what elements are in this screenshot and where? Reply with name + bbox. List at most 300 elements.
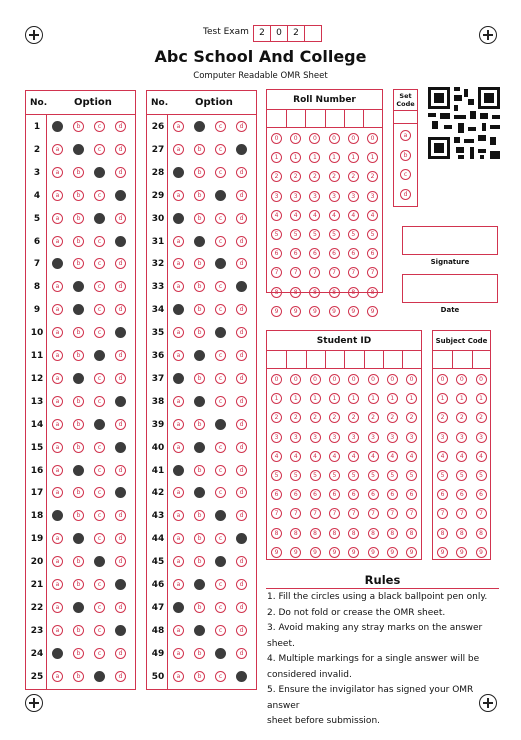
digit-bubble[interactable]: 1	[368, 393, 379, 404]
digit-bubble[interactable]: 4	[348, 451, 359, 462]
answer-bubble[interactable]: b	[194, 258, 205, 269]
answer-bubble[interactable]	[115, 396, 126, 407]
answer-bubble[interactable]	[194, 487, 205, 498]
answer-bubble[interactable]: c	[215, 396, 226, 407]
answer-bubble[interactable]	[52, 258, 63, 269]
answer-bubble[interactable]	[73, 144, 84, 155]
answer-bubble[interactable]: d	[115, 533, 126, 544]
answer-bubble[interactable]: c	[94, 487, 105, 498]
digit-bubble[interactable]: 5	[271, 229, 282, 240]
answer-bubble[interactable]	[173, 465, 184, 476]
answer-bubble[interactable]: a	[173, 144, 184, 155]
digit-bubble[interactable]: 8	[367, 287, 378, 298]
answer-bubble[interactable]: c	[215, 579, 226, 590]
digit-bubble[interactable]: 2	[456, 412, 467, 423]
digit-bubble[interactable]: 5	[329, 229, 340, 240]
answer-bubble[interactable]: d	[236, 190, 247, 201]
digit-bubble[interactable]: 4	[437, 451, 448, 462]
digit-bubble[interactable]: 5	[348, 470, 359, 481]
digit-bubble[interactable]: 3	[368, 432, 379, 443]
answer-bubble[interactable]: a	[173, 281, 184, 292]
answer-bubble[interactable]: a	[52, 190, 63, 201]
digit-bubble[interactable]: 1	[387, 393, 398, 404]
answer-bubble[interactable]: b	[73, 579, 84, 590]
digit-bubble[interactable]: 7	[368, 508, 379, 519]
digit-bubble[interactable]: 9	[456, 547, 467, 558]
digit-bubble[interactable]: 9	[329, 547, 340, 558]
answer-bubble[interactable]	[115, 579, 126, 590]
answer-bubble[interactable]: d	[115, 602, 126, 613]
answer-bubble[interactable]: a	[173, 327, 184, 338]
digit-bubble[interactable]: 4	[271, 451, 282, 462]
answer-bubble[interactable]: d	[236, 350, 247, 361]
answer-bubble[interactable]: c	[215, 533, 226, 544]
digit-bubble[interactable]: 0	[329, 133, 340, 144]
set-code-bubble[interactable]: d	[400, 189, 411, 200]
answer-bubble[interactable]: c	[215, 350, 226, 361]
digit-bubble[interactable]: 2	[290, 171, 301, 182]
digit-bubble[interactable]: 4	[329, 451, 340, 462]
digit-bubble[interactable]: 4	[367, 210, 378, 221]
digit-bubble[interactable]: 4	[406, 451, 417, 462]
answer-bubble[interactable]: d	[236, 487, 247, 498]
digit-bubble[interactable]: 9	[329, 306, 340, 317]
answer-bubble[interactable]: a	[52, 533, 63, 544]
answer-bubble[interactable]	[173, 167, 184, 178]
answer-bubble[interactable]: c	[94, 533, 105, 544]
digit-bubble[interactable]: 2	[387, 412, 398, 423]
answer-bubble[interactable]: d	[115, 213, 126, 224]
answer-bubble[interactable]: b	[194, 304, 205, 315]
answer-bubble[interactable]: d	[236, 579, 247, 590]
answer-bubble[interactable]: c	[215, 671, 226, 682]
digit-bubble[interactable]: 6	[271, 248, 282, 259]
digit-bubble[interactable]: 3	[271, 191, 282, 202]
digit-bubble[interactable]: 1	[348, 393, 359, 404]
answer-bubble[interactable]: b	[194, 144, 205, 155]
answer-bubble[interactable]	[115, 625, 126, 636]
answer-bubble[interactable]	[73, 373, 84, 384]
answer-bubble[interactable]: d	[115, 121, 126, 132]
digit-bubble[interactable]: 0	[290, 133, 301, 144]
answer-bubble[interactable]: b	[194, 213, 205, 224]
answer-bubble[interactable]: a	[173, 236, 184, 247]
answer-bubble[interactable]: a	[173, 350, 184, 361]
digit-bubble[interactable]: 3	[309, 191, 320, 202]
digit-bubble[interactable]: 6	[367, 248, 378, 259]
digit-bubble[interactable]: 5	[387, 470, 398, 481]
answer-bubble[interactable]: c	[215, 373, 226, 384]
answer-bubble[interactable]: c	[94, 281, 105, 292]
answer-bubble[interactable]: b	[73, 396, 84, 407]
answer-bubble[interactable]: a	[52, 465, 63, 476]
answer-bubble[interactable]: b	[194, 556, 205, 567]
answer-bubble[interactable]	[215, 190, 226, 201]
answer-bubble[interactable]: b	[73, 625, 84, 636]
answer-bubble[interactable]: a	[173, 121, 184, 132]
digit-bubble[interactable]: 5	[310, 470, 321, 481]
answer-bubble[interactable]: c	[215, 236, 226, 247]
answer-bubble[interactable]: d	[236, 121, 247, 132]
answer-bubble[interactable]: b	[73, 556, 84, 567]
answer-bubble[interactable]: a	[173, 419, 184, 430]
digit-bubble[interactable]: 3	[437, 432, 448, 443]
answer-bubble[interactable]: d	[115, 304, 126, 315]
answer-bubble[interactable]: b	[194, 533, 205, 544]
digit-bubble[interactable]: 7	[348, 508, 359, 519]
answer-bubble[interactable]: b	[194, 465, 205, 476]
answer-bubble[interactable]	[236, 281, 247, 292]
digit-bubble[interactable]: 2	[309, 171, 320, 182]
digit-bubble[interactable]: 7	[290, 267, 301, 278]
digit-bubble[interactable]: 9	[309, 306, 320, 317]
answer-bubble[interactable]: b	[73, 167, 84, 178]
digit-bubble[interactable]: 3	[310, 432, 321, 443]
digit-bubble[interactable]: 4	[368, 451, 379, 462]
digit-bubble[interactable]: 8	[309, 287, 320, 298]
digit-bubble[interactable]: 2	[271, 412, 282, 423]
digit-bubble[interactable]: 1	[310, 393, 321, 404]
answer-bubble[interactable]	[73, 602, 84, 613]
answer-bubble[interactable]: b	[73, 213, 84, 224]
digit-bubble[interactable]: 5	[309, 229, 320, 240]
digit-bubble[interactable]: 5	[368, 470, 379, 481]
answer-bubble[interactable]: b	[73, 121, 84, 132]
answer-bubble[interactable]	[173, 602, 184, 613]
answer-bubble[interactable]	[52, 121, 63, 132]
digit-bubble[interactable]: 3	[476, 432, 487, 443]
digit-bubble[interactable]: 5	[271, 470, 282, 481]
digit-bubble[interactable]: 3	[406, 432, 417, 443]
digit-bubble[interactable]: 7	[271, 267, 282, 278]
answer-bubble[interactable]: b	[194, 671, 205, 682]
answer-bubble[interactable]: a	[52, 327, 63, 338]
answer-bubble[interactable]: c	[94, 465, 105, 476]
answer-bubble[interactable]: d	[236, 648, 247, 659]
digit-bubble[interactable]: 4	[309, 210, 320, 221]
digit-bubble[interactable]: 0	[476, 374, 487, 385]
digit-bubble[interactable]: 1	[476, 393, 487, 404]
answer-bubble[interactable]: c	[215, 465, 226, 476]
digit-bubble[interactable]: 2	[329, 412, 340, 423]
digit-bubble[interactable]: 1	[290, 393, 301, 404]
digit-bubble[interactable]: 7	[456, 508, 467, 519]
digit-bubble[interactable]: 5	[290, 470, 301, 481]
digit-bubble[interactable]: 1	[456, 393, 467, 404]
digit-bubble[interactable]: 6	[437, 489, 448, 500]
digit-bubble[interactable]: 1	[437, 393, 448, 404]
digit-bubble[interactable]: 8	[437, 528, 448, 539]
answer-bubble[interactable]	[94, 167, 105, 178]
answer-bubble[interactable]: b	[73, 510, 84, 521]
answer-bubble[interactable]: d	[236, 602, 247, 613]
digit-bubble[interactable]: 9	[271, 547, 282, 558]
answer-bubble[interactable]	[115, 236, 126, 247]
digit-bubble[interactable]: 5	[329, 470, 340, 481]
digit-bubble[interactable]: 1	[290, 152, 301, 163]
digit-bubble[interactable]: 6	[290, 248, 301, 259]
digit-bubble[interactable]: 1	[406, 393, 417, 404]
digit-bubble[interactable]: 9	[406, 547, 417, 558]
digit-bubble[interactable]: 6	[310, 489, 321, 500]
digit-bubble[interactable]: 6	[387, 489, 398, 500]
answer-bubble[interactable]	[94, 419, 105, 430]
answer-bubble[interactable]: b	[194, 648, 205, 659]
digit-bubble[interactable]: 3	[271, 432, 282, 443]
answer-bubble[interactable]: a	[173, 579, 184, 590]
digit-bubble[interactable]: 1	[329, 393, 340, 404]
answer-bubble[interactable]	[52, 510, 63, 521]
digit-bubble[interactable]: 7	[290, 508, 301, 519]
answer-bubble[interactable]	[194, 579, 205, 590]
digit-bubble[interactable]: 0	[329, 374, 340, 385]
answer-bubble[interactable]: a	[52, 671, 63, 682]
answer-bubble[interactable]: a	[173, 533, 184, 544]
digit-bubble[interactable]: 2	[367, 171, 378, 182]
digit-bubble[interactable]: 6	[348, 489, 359, 500]
answer-bubble[interactable]: d	[115, 465, 126, 476]
digit-bubble[interactable]: 9	[387, 547, 398, 558]
answer-bubble[interactable]: d	[115, 258, 126, 269]
answer-bubble[interactable]: d	[115, 167, 126, 178]
digit-bubble[interactable]: 3	[290, 191, 301, 202]
digit-bubble[interactable]: 7	[310, 508, 321, 519]
answer-bubble[interactable]: a	[52, 167, 63, 178]
answer-bubble[interactable]: c	[94, 648, 105, 659]
digit-bubble[interactable]: 2	[406, 412, 417, 423]
digit-bubble[interactable]: 8	[476, 528, 487, 539]
answer-bubble[interactable]: d	[115, 648, 126, 659]
answer-bubble[interactable]: a	[173, 487, 184, 498]
answer-bubble[interactable]	[215, 327, 226, 338]
digit-bubble[interactable]: 0	[271, 374, 282, 385]
digit-bubble[interactable]: 5	[476, 470, 487, 481]
digit-bubble[interactable]: 3	[290, 432, 301, 443]
digit-bubble[interactable]: 3	[456, 432, 467, 443]
digit-bubble[interactable]: 1	[271, 393, 282, 404]
answer-bubble[interactable]: b	[194, 281, 205, 292]
answer-bubble[interactable]: a	[52, 487, 63, 498]
digit-bubble[interactable]: 6	[309, 248, 320, 259]
answer-bubble[interactable]	[173, 213, 184, 224]
digit-bubble[interactable]: 7	[367, 267, 378, 278]
digit-bubble[interactable]: 7	[476, 508, 487, 519]
answer-bubble[interactable]: d	[236, 556, 247, 567]
digit-bubble[interactable]: 3	[329, 432, 340, 443]
answer-bubble[interactable]	[94, 350, 105, 361]
digit-bubble[interactable]: 6	[271, 489, 282, 500]
digit-bubble[interactable]: 8	[271, 287, 282, 298]
digit-bubble[interactable]: 7	[437, 508, 448, 519]
digit-bubble[interactable]: 6	[329, 489, 340, 500]
answer-bubble[interactable]: c	[215, 602, 226, 613]
answer-bubble[interactable]	[215, 419, 226, 430]
answer-bubble[interactable]	[194, 442, 205, 453]
answer-bubble[interactable]: c	[94, 327, 105, 338]
digit-bubble[interactable]: 1	[271, 152, 282, 163]
digit-bubble[interactable]: 5	[456, 470, 467, 481]
answer-bubble[interactable]: b	[73, 190, 84, 201]
answer-bubble[interactable]	[94, 213, 105, 224]
set-code-bubble[interactable]: a	[400, 130, 411, 141]
answer-bubble[interactable]: c	[215, 625, 226, 636]
answer-bubble[interactable]: c	[215, 121, 226, 132]
answer-bubble[interactable]	[52, 648, 63, 659]
answer-bubble[interactable]: c	[215, 442, 226, 453]
digit-bubble[interactable]: 8	[348, 287, 359, 298]
digit-bubble[interactable]: 5	[406, 470, 417, 481]
digit-bubble[interactable]: 0	[310, 374, 321, 385]
digit-bubble[interactable]: 0	[309, 133, 320, 144]
answer-bubble[interactable]: c	[215, 167, 226, 178]
digit-bubble[interactable]: 0	[348, 374, 359, 385]
digit-bubble[interactable]: 9	[348, 306, 359, 317]
answer-bubble[interactable]: a	[52, 236, 63, 247]
answer-bubble[interactable]: a	[173, 671, 184, 682]
answer-bubble[interactable]: d	[236, 442, 247, 453]
answer-bubble[interactable]: c	[94, 602, 105, 613]
answer-bubble[interactable]	[115, 190, 126, 201]
answer-bubble[interactable]	[194, 236, 205, 247]
answer-bubble[interactable]	[73, 304, 84, 315]
digit-bubble[interactable]: 8	[406, 528, 417, 539]
answer-bubble[interactable]	[215, 648, 226, 659]
answer-bubble[interactable]: d	[236, 304, 247, 315]
answer-bubble[interactable]: a	[173, 648, 184, 659]
digit-bubble[interactable]: 9	[290, 547, 301, 558]
digit-bubble[interactable]: 5	[367, 229, 378, 240]
digit-bubble[interactable]: 6	[368, 489, 379, 500]
digit-bubble[interactable]: 8	[368, 528, 379, 539]
digit-bubble[interactable]: 4	[310, 451, 321, 462]
answer-bubble[interactable]: a	[173, 190, 184, 201]
answer-bubble[interactable]: b	[73, 327, 84, 338]
answer-bubble[interactable]	[73, 281, 84, 292]
answer-bubble[interactable]: c	[94, 121, 105, 132]
answer-bubble[interactable]: c	[215, 487, 226, 498]
digit-bubble[interactable]: 3	[348, 432, 359, 443]
digit-bubble[interactable]: 2	[437, 412, 448, 423]
answer-bubble[interactable]: a	[52, 419, 63, 430]
digit-bubble[interactable]: 9	[368, 547, 379, 558]
answer-bubble[interactable]: a	[173, 442, 184, 453]
answer-bubble[interactable]: d	[236, 373, 247, 384]
answer-bubble[interactable]: d	[115, 350, 126, 361]
answer-bubble[interactable]: b	[73, 419, 84, 430]
answer-bubble[interactable]: c	[215, 281, 226, 292]
digit-bubble[interactable]: 6	[406, 489, 417, 500]
answer-bubble[interactable]: a	[52, 556, 63, 567]
digit-bubble[interactable]: 9	[290, 306, 301, 317]
digit-bubble[interactable]: 1	[309, 152, 320, 163]
digit-bubble[interactable]: 9	[310, 547, 321, 558]
answer-bubble[interactable]: d	[236, 213, 247, 224]
answer-bubble[interactable]	[73, 465, 84, 476]
answer-bubble[interactable]: b	[73, 350, 84, 361]
digit-bubble[interactable]: 8	[290, 528, 301, 539]
digit-bubble[interactable]: 5	[437, 470, 448, 481]
digit-bubble[interactable]: 0	[368, 374, 379, 385]
digit-bubble[interactable]: 4	[329, 210, 340, 221]
answer-bubble[interactable]: d	[115, 281, 126, 292]
answer-bubble[interactable]: a	[52, 625, 63, 636]
digit-bubble[interactable]: 0	[437, 374, 448, 385]
answer-bubble[interactable]	[194, 625, 205, 636]
answer-bubble[interactable]	[115, 487, 126, 498]
answer-bubble[interactable]: a	[52, 602, 63, 613]
digit-bubble[interactable]: 1	[348, 152, 359, 163]
answer-bubble[interactable]: b	[73, 648, 84, 659]
answer-bubble[interactable]	[173, 304, 184, 315]
set-code-bubble[interactable]: c	[400, 169, 411, 180]
answer-bubble[interactable]	[73, 533, 84, 544]
answer-bubble[interactable]: c	[94, 236, 105, 247]
answer-bubble[interactable]: a	[52, 213, 63, 224]
digit-bubble[interactable]: 7	[406, 508, 417, 519]
answer-bubble[interactable]: a	[52, 144, 63, 155]
digit-bubble[interactable]: 2	[368, 412, 379, 423]
answer-bubble[interactable]: b	[73, 442, 84, 453]
answer-bubble[interactable]: c	[94, 144, 105, 155]
digit-bubble[interactable]: 8	[290, 287, 301, 298]
answer-bubble[interactable]: a	[52, 442, 63, 453]
digit-bubble[interactable]: 3	[367, 191, 378, 202]
digit-bubble[interactable]: 2	[476, 412, 487, 423]
answer-bubble[interactable]: a	[173, 510, 184, 521]
answer-bubble[interactable]: a	[52, 304, 63, 315]
answer-bubble[interactable]: a	[52, 396, 63, 407]
answer-bubble[interactable]: c	[215, 304, 226, 315]
digit-bubble[interactable]: 3	[387, 432, 398, 443]
answer-bubble[interactable]: d	[115, 671, 126, 682]
digit-bubble[interactable]: 8	[387, 528, 398, 539]
digit-bubble[interactable]: 9	[348, 547, 359, 558]
answer-bubble[interactable]	[94, 556, 105, 567]
digit-bubble[interactable]: 9	[476, 547, 487, 558]
digit-bubble[interactable]: 0	[406, 374, 417, 385]
digit-bubble[interactable]: 8	[329, 287, 340, 298]
digit-bubble[interactable]: 6	[329, 248, 340, 259]
digit-bubble[interactable]: 6	[348, 248, 359, 259]
digit-bubble[interactable]: 8	[271, 528, 282, 539]
answer-bubble[interactable]	[215, 556, 226, 567]
digit-bubble[interactable]: 3	[329, 191, 340, 202]
digit-bubble[interactable]: 4	[290, 451, 301, 462]
answer-bubble[interactable]: a	[173, 396, 184, 407]
digit-bubble[interactable]: 4	[271, 210, 282, 221]
answer-bubble[interactable]: d	[236, 236, 247, 247]
answer-bubble[interactable]: a	[173, 556, 184, 567]
digit-bubble[interactable]: 2	[310, 412, 321, 423]
digit-bubble[interactable]: 2	[329, 171, 340, 182]
digit-bubble[interactable]: 4	[456, 451, 467, 462]
digit-bubble[interactable]: 0	[387, 374, 398, 385]
answer-bubble[interactable]: b	[73, 258, 84, 269]
answer-bubble[interactable]: b	[194, 327, 205, 338]
digit-bubble[interactable]: 6	[476, 489, 487, 500]
answer-bubble[interactable]	[194, 350, 205, 361]
answer-bubble[interactable]	[115, 442, 126, 453]
digit-bubble[interactable]: 4	[290, 210, 301, 221]
digit-bubble[interactable]: 2	[271, 171, 282, 182]
answer-bubble[interactable]: b	[194, 419, 205, 430]
answer-bubble[interactable]: b	[194, 167, 205, 178]
answer-bubble[interactable]: d	[236, 510, 247, 521]
digit-bubble[interactable]: 0	[367, 133, 378, 144]
answer-bubble[interactable]: b	[194, 190, 205, 201]
digit-bubble[interactable]: 9	[271, 306, 282, 317]
answer-bubble[interactable]: a	[52, 579, 63, 590]
